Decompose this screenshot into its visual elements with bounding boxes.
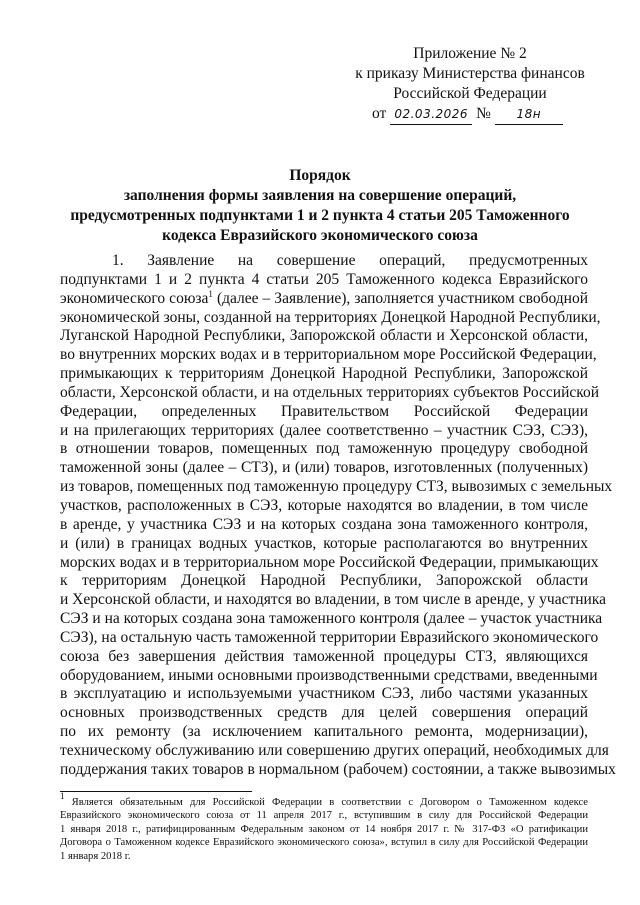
body-line: поддержания таких товаров в нормальном (рабочем) состоянии, а также вывозимых: [60, 760, 616, 778]
body-line: основных производственных средств для целей совершения операций: [60, 704, 588, 722]
body-line: и (или) в границах водных участков, которые располагаются во внутренних: [60, 534, 588, 552]
appendix-order-ref: к приказу Министерства финансов: [355, 65, 585, 82]
body-paragraph: [60, 252, 616, 780]
footnote-reference: 1: [208, 288, 213, 299]
body-line: таможенной зоны (далее – СТЗ), и (или) товаров, изготовленных (полученных): [60, 459, 588, 477]
document-heading: [40, 166, 600, 246]
body-line: и на прилегающих территориях (далее соответственно – участник СЭЗ, СЭЗ),: [60, 421, 588, 439]
body-line: подпунктами 1 и 2 пункта 4 статьи 205 Таможенного кодекса Евразийского: [60, 270, 588, 288]
body-line: СЭЗ и на которых создана зона таможенного контроля (далее – участок участника: [60, 610, 603, 628]
body-line-part: экономического союза: [60, 289, 209, 307]
order-date-handwritten: 02.03.2026: [390, 104, 472, 125]
body-line-part: (далее – Заявление),: [216, 289, 351, 307]
body-line-part: заполняется участником свободной: [354, 289, 588, 307]
body-line: области, Херсонской области, и на отдельных территориях субъектов Российской: [60, 383, 600, 401]
body-line: к территориям Донецкой Народной Республики, Запорожской области: [60, 572, 588, 590]
body-line: союза без завершения действия таможенной процедуры СТЗ, являющихся: [60, 647, 588, 665]
body-line: Луганской Народной Республики, Запорожской области и Херсонской области,: [60, 327, 588, 345]
footnote-line: 1 января 2018 г.: [60, 850, 131, 862]
body-line: в эксплуатацию и используемыми участником СЭЗ, либо частями указанных: [60, 685, 588, 703]
body-line: Федерации, определенных Правительством Российской Федерации: [60, 402, 588, 420]
heading-line-3: кодекса Евразийского экономического союза: [162, 227, 478, 244]
appendix-ministry: Российской Федерации: [393, 85, 547, 102]
footnote-line-with-mark: [60, 791, 588, 809]
body-line: 1. Заявление на совершение операций, предусмотренных: [112, 252, 588, 269]
footnote-divider: [60, 791, 252, 792]
order-prefix: от: [372, 105, 387, 122]
body-line: из товаров, помещенных под таможенную процедуру СТЗ, вывозимых с земельных: [60, 478, 613, 496]
appendix-title: Приложение № 2: [413, 45, 527, 62]
body-line: морских водах и в территориальном море Российской Федерации, примыкающих: [60, 553, 599, 571]
footnote: [60, 791, 588, 863]
body-line: экономической зоны, созданной на территориях Донецкой Народной Республики,: [60, 308, 601, 326]
footnote-line: Договора о Таможенном кодексе Евразийского экономического союза», вступил в силу для Российской Федерации: [60, 837, 588, 849]
order-date-number: [372, 104, 563, 125]
appendix-header: [340, 44, 600, 104]
order-number-label: №: [476, 105, 491, 122]
footnote-line: Евразийского экономического союза от 11 апреля 2017 г., вступившим в силу для Российской Федерации: [60, 810, 588, 822]
body-line: и Херсонской области, и находятся во владении, в том числе в аренде, у участника: [60, 591, 607, 609]
body-line: по их ремонту (за исключением капитального ремонта, модернизации),: [60, 723, 588, 741]
body-line: в отношении товаров, помещенных под таможенную процедуру свободной: [60, 440, 588, 458]
order-number-handwritten: 18н: [495, 104, 563, 125]
heading-line-1: заполнения формы заявления на совершение операций,: [123, 187, 517, 204]
body-line: участков, расположенных в СЭЗ, которые находятся во владении, в том числе: [60, 496, 588, 514]
footnote-line-part: Является обязательным для Российской Федерации в соответствии с Договором о Таможенном кодексе: [71, 797, 588, 808]
body-line: примыкающих к территориям Донецкой Народной Республики, Запорожской: [60, 365, 588, 383]
heading-title: Порядок: [289, 167, 351, 184]
body-line: оборудованием, иными основными производственными средствами, введенными: [60, 666, 598, 684]
body-line: техническому обслуживанию или совершению других операций, необходимых для: [60, 741, 609, 759]
body-line: в аренде, у участника СЭЗ и на которых создана зона таможенного контроля,: [60, 515, 588, 533]
footnote-line: 1 января 2018 г., ратифицированным Федеральным законом от 14 ноября 2017 г. № 317-ФЗ «О ратификации: [60, 823, 588, 835]
footnote-mark: 1: [60, 791, 65, 801]
body-line-with-footnote: [60, 290, 588, 309]
body-line: во внутренних морских водах и в территориальном море Российской Федерации,: [60, 346, 597, 364]
heading-line-2: предусмотренных подпунктами 1 и 2 пункта 4 статьи 205 Таможенного: [70, 207, 570, 224]
body-line: СЭЗ), на остальную часть таможенной территории Евразийского экономического: [60, 628, 599, 646]
